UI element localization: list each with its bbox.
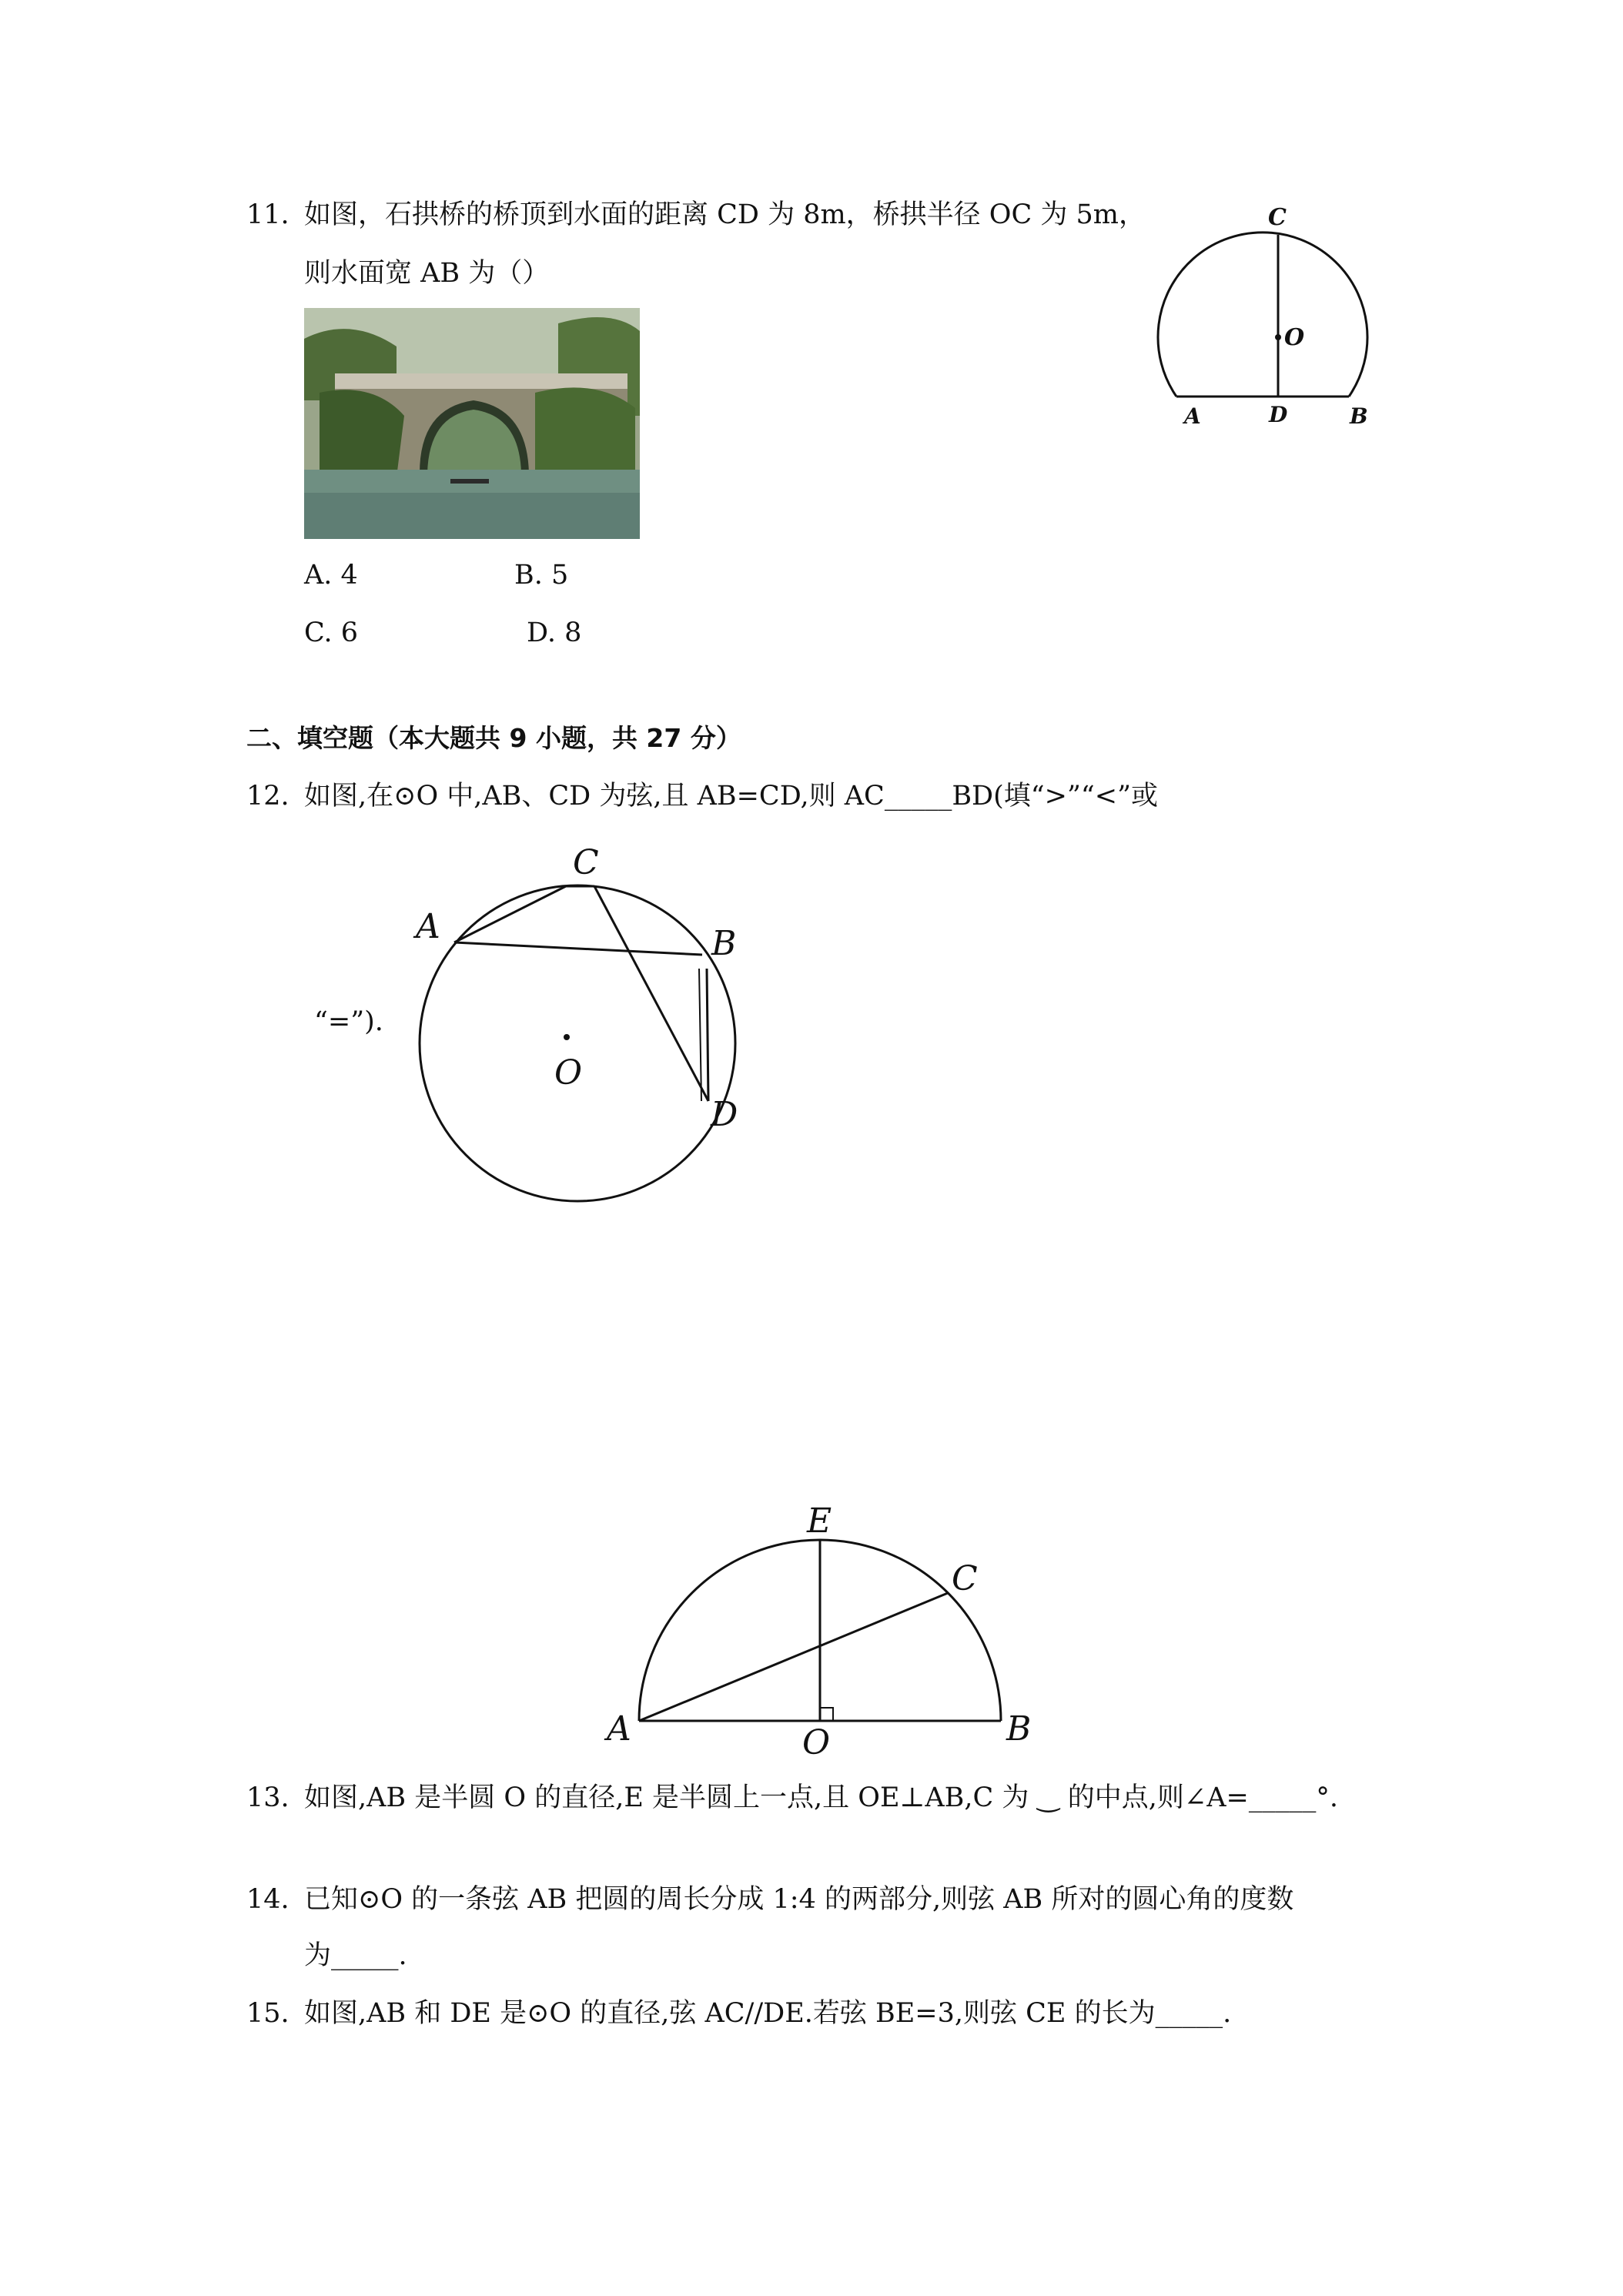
q13-semicircle-figure [601, 1501, 1032, 1762]
label-c: C [1268, 204, 1287, 231]
label-b: B [1006, 1709, 1032, 1749]
q11-number: 11. [246, 199, 289, 230]
arch-arc [1158, 233, 1367, 397]
label-b: B [711, 924, 737, 963]
chord-cd [594, 886, 708, 1101]
q15-number: 15. [246, 1998, 289, 2029]
label-b: B [1350, 403, 1368, 429]
chord-ac [454, 886, 566, 942]
chord-bd [707, 969, 708, 1101]
circle-o [420, 885, 735, 1201]
q13-number: 13. [246, 1782, 289, 1813]
q11-option-d: D. 8 [527, 618, 582, 648]
label-d: D [711, 1095, 738, 1134]
q12-text-line1: 如图,在⊙O 中,AB、CD 为弦,且 AB=CD,则 AC_____BD(填“>”“<”或 [304, 781, 1158, 812]
label-o: O [802, 1723, 831, 1762]
chord-ab [454, 942, 702, 955]
q14-number: 14. [246, 1884, 289, 1915]
label-d: D [1269, 402, 1288, 427]
center-o-dot [1275, 334, 1281, 340]
label-e: E [807, 1501, 832, 1541]
stone-bridge-photo [304, 308, 640, 539]
q11-option-a: A. 4 [304, 560, 358, 591]
q11-arch-figure [1155, 192, 1401, 447]
section-heading: 二、填空题（本大题共 9 小题，共 27 分） [246, 723, 741, 753]
right-angle-mark [820, 1708, 833, 1721]
label-a: A [1184, 403, 1201, 429]
q12-circle-figure [408, 839, 778, 1209]
q12-text-line2: “=”). [314, 1006, 383, 1037]
q15-text: 如图,AB 和 DE 是⊙O 的直径,弦 AC//DE.若弦 BE=3,则弦 CE 的长为_____. [304, 1998, 1232, 2029]
label-c: C [952, 1559, 978, 1598]
center-o-dot [564, 1034, 570, 1040]
q13-text: 如图,AB 是半圆 O 的直径,E 是半圆上一点,且 OE⊥AB,C 为 ‿ 的中点,则∠A=_____°. [304, 1782, 1338, 1813]
q11-option-b: B. 5 [514, 560, 569, 591]
q11-option-c: C. 6 [304, 618, 359, 648]
q14-text-line1: 已知⊙O 的一条弦 AB 把圆的周长分成 1:4 的两部分,则弦 AB 所对的圆心角的度数 [304, 1884, 1294, 1915]
chord-bd-inner [699, 969, 701, 1101]
label-o: O [1284, 324, 1305, 351]
label-o: O [554, 1053, 583, 1093]
label-a: A [607, 1709, 631, 1749]
q12-number: 12. [246, 781, 289, 812]
label-c: C [573, 843, 599, 882]
segment-ac [639, 1593, 948, 1721]
q14-text-line2: 为_____. [304, 1940, 407, 1971]
q11-text-line1: 如图，石拱桥的桥顶到水面的距离 CD 为 8m，桥拱半径 OC 为 5m， [304, 199, 1146, 230]
q11-text-line2: 则水面宽 AB 为（） [304, 258, 550, 289]
label-a: A [416, 907, 440, 946]
